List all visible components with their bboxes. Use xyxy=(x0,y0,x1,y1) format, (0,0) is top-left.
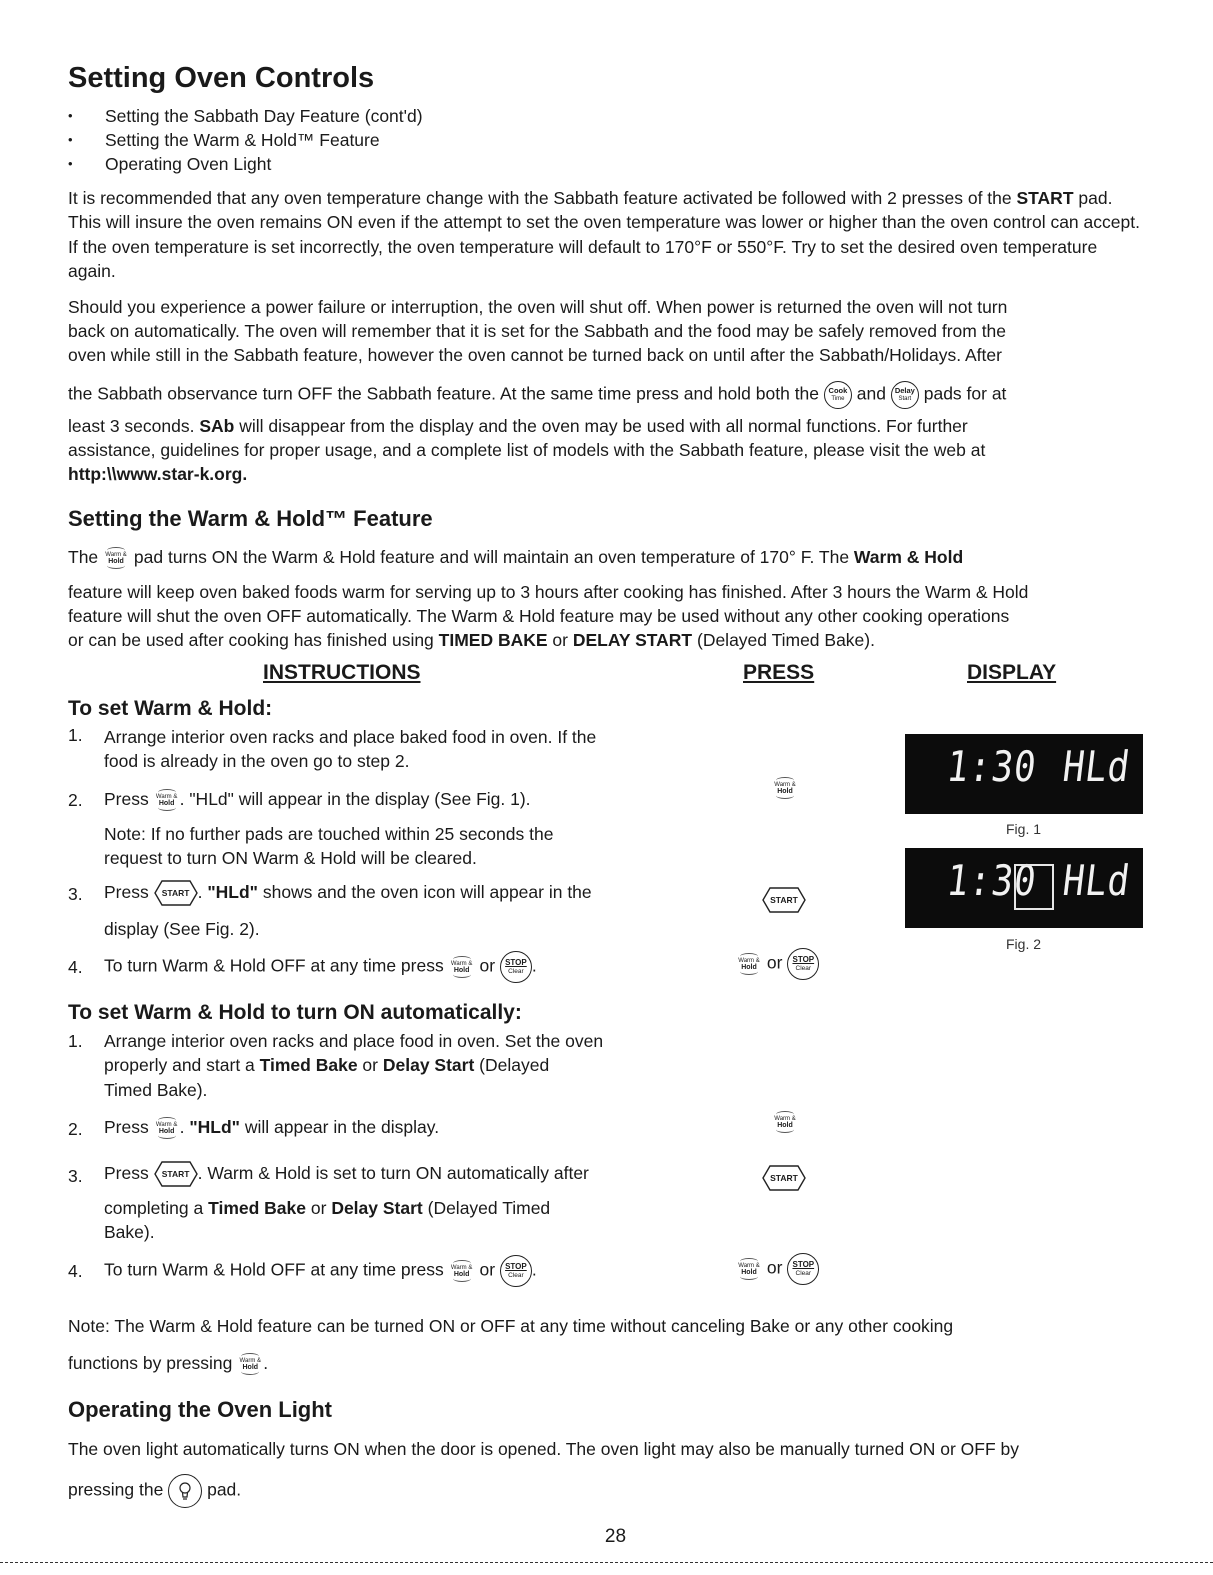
press-start-2 xyxy=(762,1165,806,1191)
stop-clear-pad-icon: STOP Clear xyxy=(500,1255,532,1287)
warm-hold-heading: Setting the Warm & Hold™ Feature xyxy=(68,506,433,531)
set-auto-step-1: Arrange interior oven racks and place food in oven. Set the oven properly and start a Timed Bake or Delay Start (Delayed Timed Bake). xyxy=(104,1031,604,1100)
start-pad-icon: START xyxy=(762,887,806,913)
warm-hold-pad-icon: Warm & Hold xyxy=(154,789,180,811)
set-auto-step-2: Press Warm & Hold . "HLd" will appear in the display. xyxy=(104,1115,664,1139)
cook-time-pad-icon: Cook Time xyxy=(824,381,852,409)
warm-hold-pad-icon: Warm & Hold xyxy=(103,547,129,569)
warm-hold-pad-icon: Warm & Hold xyxy=(449,1260,475,1282)
start-pad-icon: START xyxy=(154,880,198,906)
warm-hold-pad-icon: Warm & Hold xyxy=(154,1117,180,1139)
press-warm-hold-1 xyxy=(772,777,798,799)
set-auto-step-4: To turn Warm & Hold OFF at any time press Warm & Hold or STOP Clear . xyxy=(104,1255,664,1287)
bottom-rule xyxy=(0,1562,1213,1563)
set-warm-step-2: Press Warm & Hold . "HLd" will appear in the display (See Fig. 1). xyxy=(104,787,664,811)
page-title: Setting Oven Controls xyxy=(68,62,375,94)
topic-list xyxy=(68,104,423,176)
press-off-1: Warm & Hold or STOP Clear xyxy=(736,948,819,980)
warm-hold-pad-icon: Warm & Hold xyxy=(449,956,475,978)
set-warm-step-4: To turn Warm & Hold OFF at any time press Warm & Hold or STOP Clear . xyxy=(104,951,664,983)
sabbath-temperature-paragraph: It is recommended that any oven temperature change with the Sabbath feature activated be followed with 2 presses of the START pad. This will insure the oven remains ON even if the attempt to set the oven temperature was lower or higher than the oven control can accept. If the oven temperature is set incorrectly, the oven temperature will default to 170°F or 550°F. Try to set the desired oven temperature again. xyxy=(68,188,1140,281)
delay-start-pad-icon: Delay Start xyxy=(891,381,919,409)
set-warm-step-1: Arrange interior oven racks and place baked food in oven. If the food is already in the oven go to step 2. xyxy=(104,727,597,772)
stop-clear-pad-icon: STOP Clear xyxy=(787,948,819,980)
stop-clear-pad-icon: STOP Clear xyxy=(500,951,532,983)
press-column-head: PRESS xyxy=(743,661,815,684)
stop-clear-pad-icon: STOP Clear xyxy=(787,1253,819,1285)
topic-item: • Setting the Sabbath Day Feature (cont'd) xyxy=(68,104,423,128)
topic-item: • Setting the Warm & Hold™ Feature xyxy=(68,128,423,152)
warm-hold-pad-icon: Warm & Hold xyxy=(736,1258,762,1280)
instructions-column-head: INSTRUCTIONS xyxy=(263,661,421,684)
light-bulb-pad-icon xyxy=(168,1474,202,1508)
set-auto-step-3: Press START . Warm & Hold is set to turn ON automatically after xyxy=(104,1161,664,1187)
set-warm-note: Note: If no further pads are touched within 25 seconds the request to turn ON Warm & Hold will be cleared. xyxy=(104,824,554,869)
display-column-head: DISPLAY xyxy=(967,661,1057,684)
star-k-link[interactable]: http:\\www.star-k.org. xyxy=(68,464,248,484)
fig-2-caption: Fig. 2 xyxy=(1006,936,1042,952)
warm-hold-pad-icon: Warm & Hold xyxy=(237,1353,263,1375)
topic-item: • Operating Oven Light xyxy=(68,152,423,176)
page-number: 28 xyxy=(604,1526,627,1547)
press-start-1 xyxy=(762,887,806,913)
display-fig-2: 1:30 HLd xyxy=(905,848,1143,928)
fig-1-caption: Fig. 1 xyxy=(1006,821,1042,837)
display-fig-1: 1:30 HLd xyxy=(905,734,1143,814)
warm-hold-pad-icon: Warm & Hold xyxy=(736,953,762,975)
warm-hold-pad-icon: Warm & Hold xyxy=(772,777,798,799)
set-auto-heading: To set Warm & Hold to turn ON automatically: xyxy=(68,1001,522,1024)
warm-hold-pad-icon: Warm & Hold xyxy=(772,1111,798,1133)
press-warm-hold-2 xyxy=(772,1111,798,1133)
set-warm-hold-heading: To set Warm & Hold: xyxy=(68,697,273,720)
start-pad-icon: START xyxy=(762,1165,806,1191)
press-off-2: Warm & Hold or STOP Clear xyxy=(736,1253,819,1285)
oven-light-heading: Operating the Oven Light xyxy=(68,1397,333,1422)
oven-icon xyxy=(1014,864,1054,910)
start-pad-icon: START xyxy=(154,1161,198,1187)
set-warm-step-3: Press START . "HLd" shows and the oven icon will appear in the xyxy=(104,880,664,906)
